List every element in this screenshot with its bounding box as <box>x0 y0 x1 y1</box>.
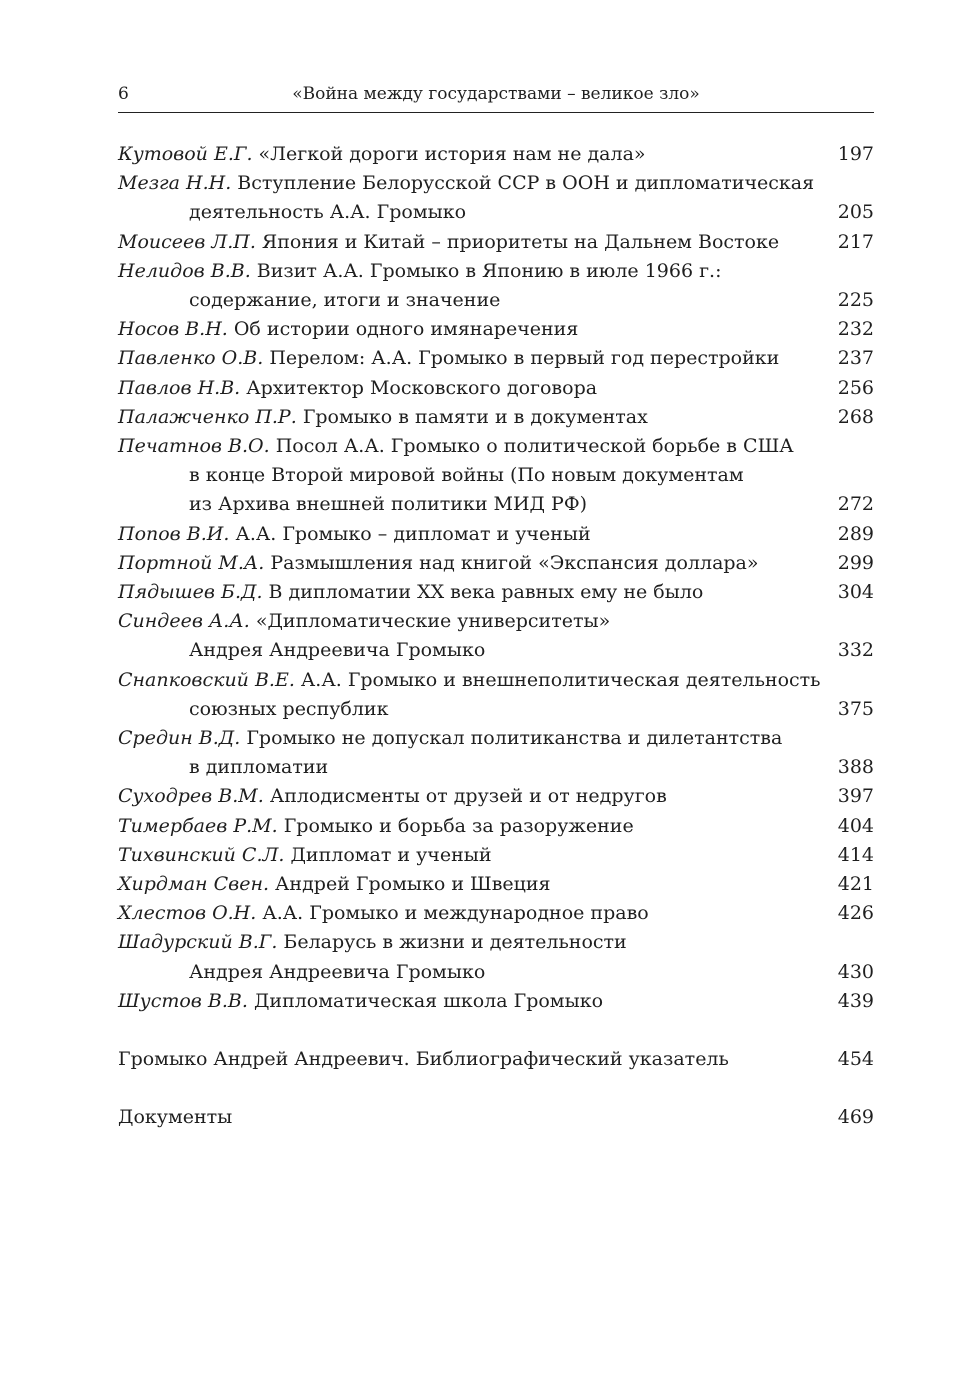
toc-section <box>118 1103 874 1132</box>
toc-entry-title: Беларусь в жизни и деятельности <box>283 931 627 954</box>
toc-entry-continuation <box>118 958 874 987</box>
toc-entry-first-line <box>118 899 874 928</box>
toc-entry-first-line <box>118 578 874 607</box>
toc-entry-title: содержание, итоги и значение <box>189 289 501 312</box>
toc-entry <box>118 228 874 257</box>
toc-entry-page: 197 <box>837 143 874 165</box>
toc-entry-page: 388 <box>837 756 874 779</box>
toc-entry-title: Андрей Громыко и Швеция <box>275 873 551 896</box>
toc-entry <box>118 432 874 520</box>
toc-entry-page: 232 <box>837 318 874 341</box>
toc-entry-first-line <box>118 812 874 841</box>
toc-entry-title: Размышления над книгой «Экспансия доллара» <box>270 551 759 574</box>
toc-entry-title: Посол А.А. Громыко о политической борьбе в США <box>275 435 794 458</box>
toc-entry-first-line <box>118 169 874 198</box>
toc-entry-title: деятельность А.А. Громыко <box>189 201 467 224</box>
toc-section-page: 469 <box>837 1106 874 1129</box>
toc-entry-author: Средин В.Д. <box>118 727 241 750</box>
toc-entry-first-line <box>118 724 874 753</box>
toc-entry-page: 268 <box>837 405 874 428</box>
running-header <box>118 80 874 113</box>
toc-entry-first-line <box>118 841 874 870</box>
toc-section-title: Документы <box>118 1106 233 1129</box>
toc-entry-first-line <box>118 374 874 403</box>
toc-entry-author: Суходрев В.М. <box>118 785 264 808</box>
toc-entry-author: Кутовой Е.Г. <box>118 143 253 165</box>
toc-entry-title: в конце Второй мировой войны (По новым документам <box>189 464 744 487</box>
toc-entry-title: В дипломатии XX века равных ему не было <box>268 581 704 604</box>
toc-entry <box>118 782 874 811</box>
toc-entry <box>118 520 874 549</box>
toc-entry-page: 289 <box>837 522 874 545</box>
toc-entry-first-line <box>118 257 874 286</box>
toc-entry-first-line <box>118 928 874 957</box>
toc-entry <box>118 549 874 578</box>
toc-entry-title: Дипломатическая школа Громыко <box>253 989 604 1012</box>
toc-entry-first-line <box>118 549 874 578</box>
toc-entry-title: Андрея Андреевича Громыко <box>189 639 486 662</box>
toc-entry-title: Аплодисменты от друзей и от недругов <box>269 785 667 808</box>
toc-entry-first-line <box>118 140 874 169</box>
toc-entry-continuation <box>118 198 874 227</box>
toc-entry-title: Япония и Китай – приоритеты на Дальнем Востоке <box>261 230 780 253</box>
toc-entry <box>118 841 874 870</box>
toc-entry-first-line <box>118 520 874 549</box>
toc-entry-page: 414 <box>837 843 874 866</box>
toc-entry-first-line <box>118 666 874 695</box>
toc-entry-page: 225 <box>837 289 874 312</box>
toc-entry-first-line <box>118 344 874 373</box>
toc-entry-first-line <box>118 432 874 461</box>
toc-entry-page: 256 <box>837 376 874 399</box>
toc-entry-title: Громыко не допускал политиканства и дилетантства <box>246 727 783 750</box>
toc-entry-title: А.А. Громыко и международное право <box>262 902 649 925</box>
toc-section-line <box>118 1045 874 1074</box>
toc-entry-page: 426 <box>837 902 874 925</box>
toc-entry-first-line <box>118 403 874 432</box>
toc-entry-title: Визит А.А. Громыко в Японию в июле 1966 г.: <box>256 259 722 282</box>
toc-entry-continuation <box>118 695 874 724</box>
toc-entry-page: 217 <box>837 230 874 253</box>
toc-entry-title: Громыко в памяти и в документах <box>302 405 648 428</box>
toc-entry-author: Тимербаев Р.М. <box>118 814 278 837</box>
toc-entry-page: 304 <box>837 581 874 604</box>
toc-entry <box>118 344 874 373</box>
toc-entry-page: 421 <box>837 873 874 896</box>
toc-entry-page: 237 <box>837 347 874 370</box>
toc-section <box>118 1045 874 1074</box>
toc-entry-author: Палажченко П.Р. <box>118 405 297 428</box>
toc-entry-continuation <box>118 490 874 519</box>
toc-entry-author: Павленко О.В. <box>118 347 264 370</box>
toc-entry-first-line <box>118 607 874 636</box>
toc-entry-first-line <box>118 782 874 811</box>
toc-entry-author: Пядышев Б.Д. <box>118 581 263 604</box>
toc-entry-first-line <box>118 315 874 344</box>
toc-entry-first-line <box>118 228 874 257</box>
toc-entry <box>118 870 874 899</box>
toc-entry-title: Андрея Андреевича Громыко <box>189 960 486 983</box>
toc-entry-title: союзных республик <box>189 697 389 720</box>
toc-entry-author: Шадурский В.Г. <box>118 931 278 954</box>
toc-entry-author: Синдеев А.А. <box>118 610 250 633</box>
toc-entry-author: Печатнов В.О. <box>118 435 270 458</box>
toc-entry-author: Тихвинский С.Л. <box>118 843 285 866</box>
toc-entry-title: Перелом: А.А. Громыко в первый год перестройки <box>269 347 780 370</box>
running-title: «Война между государствами – великое зло» <box>292 84 700 104</box>
toc-entry <box>118 140 874 169</box>
toc-entry-page: 375 <box>837 697 874 720</box>
toc-entry-author: Носов В.Н. <box>118 318 228 341</box>
toc-entry <box>118 724 874 782</box>
toc-entry-first-line <box>118 870 874 899</box>
toc-entry-title: в дипломатии <box>189 756 329 779</box>
section-spacer <box>118 1074 874 1103</box>
toc-entry-page: 404 <box>837 814 874 837</box>
toc-section-title: Громыко Андрей Андреевич. Библиографический указатель <box>118 1048 729 1071</box>
toc-section-line <box>118 1103 874 1132</box>
toc-entry-title: Вступление Белорусской ССР в ООН и дипломатическая <box>237 172 815 195</box>
toc-entry-page: 299 <box>837 551 874 574</box>
toc-entry-author: Хлестов О.Н. <box>118 902 257 925</box>
page-number: 6 <box>118 84 129 104</box>
toc-entry-author: Шустов В.В. <box>118 989 248 1012</box>
toc-entry-title: А.А. Громыко и внешнеполитическая деятельность <box>300 668 821 691</box>
toc-entry-author: Попов В.И. <box>118 522 230 545</box>
toc-entry-author: Павлов Н.В. <box>118 376 241 399</box>
toc-entry-title: А.А. Громыко – дипломат и ученый <box>235 522 591 545</box>
table-of-contents <box>118 140 874 1133</box>
toc-entry-author: Снапковский В.Е. <box>118 668 295 691</box>
toc-entry-continuation <box>118 753 874 782</box>
toc-section-page: 454 <box>837 1048 874 1071</box>
toc-entry <box>118 374 874 403</box>
toc-entry-continuation <box>118 286 874 315</box>
toc-entry-page: 397 <box>837 785 874 808</box>
toc-entry-continuation <box>118 636 874 665</box>
toc-entry-author: Мезга Н.Н. <box>118 172 232 195</box>
toc-entry <box>118 987 874 1016</box>
toc-entry-title: из Архива внешней политики МИД РФ) <box>189 493 588 516</box>
toc-entry-title: Громыко и борьба за разоружение <box>283 814 634 837</box>
toc-entry <box>118 578 874 607</box>
toc-entry <box>118 899 874 928</box>
toc-entry <box>118 315 874 344</box>
toc-entry-title: Об истории одного имянаречения <box>233 318 579 341</box>
toc-entry-author: Портной М.А. <box>118 551 265 574</box>
toc-entry <box>118 169 874 227</box>
toc-entry-page: 430 <box>837 960 874 983</box>
toc-entry <box>118 403 874 432</box>
toc-entry-first-line <box>118 987 874 1016</box>
toc-entry <box>118 257 874 315</box>
toc-entry-page: 205 <box>837 201 874 224</box>
toc-entry <box>118 607 874 665</box>
toc-entry-author: Моисеев Л.П. <box>118 230 256 253</box>
toc-entry <box>118 812 874 841</box>
toc-entry-title: Дипломат и ученый <box>290 843 492 866</box>
toc-entry-author: Хирдман Свен. <box>118 873 269 896</box>
toc-entry <box>118 928 874 986</box>
section-spacer <box>118 1016 874 1045</box>
toc-entry-title: «Дипломатические университеты» <box>255 610 611 633</box>
toc-entry-title: «Легкой дороги история нам не дала» <box>258 143 646 165</box>
toc-entry <box>118 666 874 724</box>
toc-entry-page: 439 <box>837 989 874 1012</box>
toc-entry-title: Архитектор Московского договора <box>246 376 598 399</box>
toc-entry-page: 332 <box>837 639 874 662</box>
toc-entry-continuation <box>118 461 874 490</box>
toc-entry-page: 272 <box>837 493 874 516</box>
toc-entry-author: Нелидов В.В. <box>118 259 251 282</box>
